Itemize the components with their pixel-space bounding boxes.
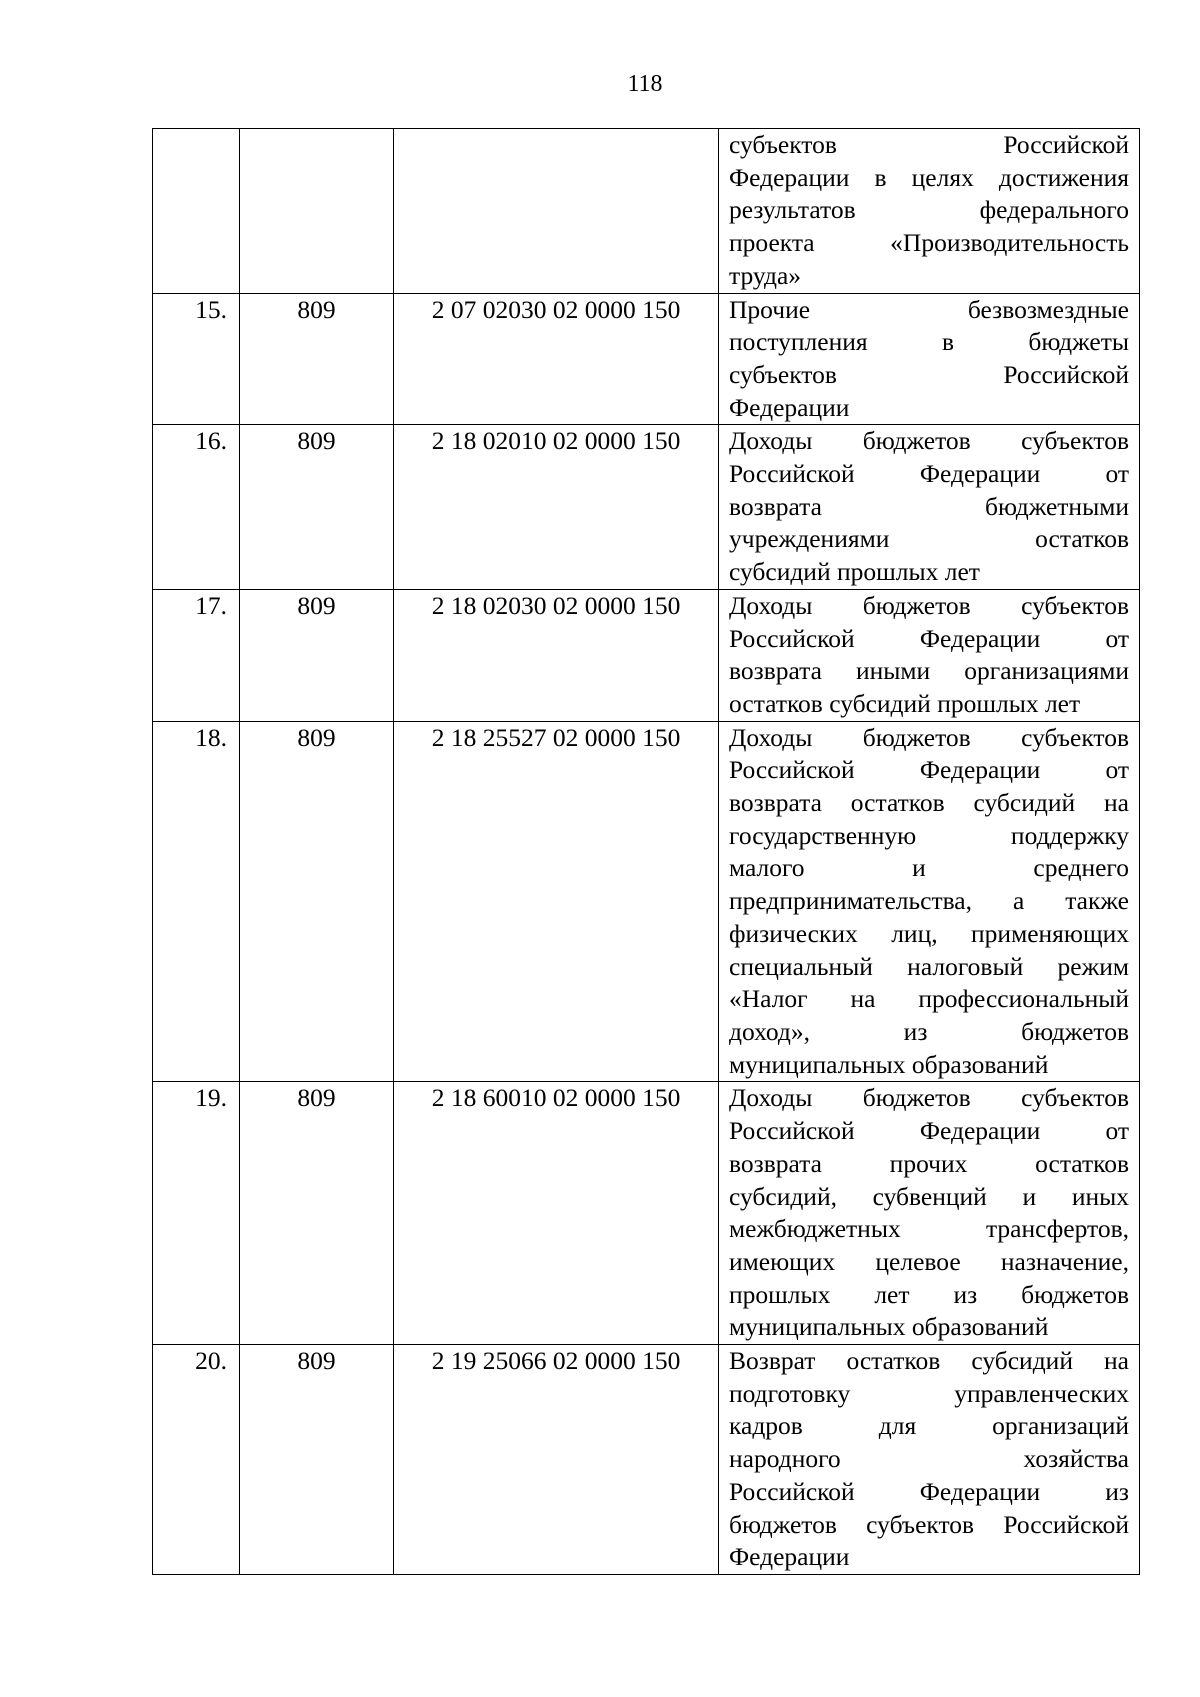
description-line: имеющих целевое назначение, <box>729 1246 1129 1276</box>
revenue-codes-table <box>152 128 1140 1575</box>
description-line: физических лиц, применяющих <box>729 918 1129 948</box>
revenue-description <box>719 1345 1140 1575</box>
description-line: результатов федерального <box>729 195 1129 225</box>
administrator-code: 809 <box>240 1345 394 1575</box>
description-line: Российской Федерации от <box>729 623 1129 653</box>
budget-classification-code: 2 18 60010 02 0000 150 <box>394 1082 719 1345</box>
table-row <box>153 293 1140 425</box>
budget-classification-code: 2 07 02030 02 0000 150 <box>394 293 719 425</box>
description-line: Российской Федерации от <box>729 1116 1129 1146</box>
description-line: возврата остатков субсидий на <box>729 788 1129 818</box>
description-line: Федерации в целях достижения <box>729 162 1129 192</box>
row-number: 19. <box>153 1082 240 1345</box>
description-line: Федерации <box>729 392 850 422</box>
budget-classification-code: 2 18 02010 02 0000 150 <box>394 425 719 590</box>
description-line: Доходы бюджетов субъектов <box>729 1083 1129 1113</box>
description-line: проекта «Производительность <box>729 228 1129 258</box>
revenue-description <box>719 589 1140 721</box>
description-line: предпринимательства, а также <box>729 886 1129 916</box>
table-body <box>153 129 1140 1575</box>
administrator-code: 809 <box>240 293 394 425</box>
description-line: государственную поддержку <box>729 820 1129 850</box>
table-row <box>153 129 1140 294</box>
description-line: муниципальных образований <box>729 1049 1049 1079</box>
budget-classification-code: 2 19 25066 02 0000 150 <box>394 1345 719 1575</box>
description-line: возврата прочих остатков <box>729 1148 1129 1178</box>
description-line: народного хозяйства <box>729 1444 1129 1474</box>
description-line: малого и среднего <box>729 853 1129 883</box>
description-line: Доходы бюджетов субъектов <box>729 722 1129 752</box>
description-line: кадров для организаций <box>729 1411 1129 1441</box>
row-number <box>153 129 240 294</box>
page-number: 118 <box>627 71 663 97</box>
description-line: Федерации <box>729 1542 850 1572</box>
description-line: субсидий прошлых лет <box>729 557 980 587</box>
row-number: 16. <box>153 425 240 590</box>
description-line: муниципальных образований <box>729 1312 1049 1342</box>
table-row <box>153 1082 1140 1345</box>
row-number: 20. <box>153 1345 240 1575</box>
administrator-code: 809 <box>240 425 394 590</box>
description-line: возврата бюджетными <box>729 491 1129 521</box>
budget-classification-code <box>394 129 719 294</box>
description-line: субъектов Российской <box>729 130 1129 159</box>
description-line: бюджетов субъектов Российской <box>729 1509 1129 1539</box>
description-line: Доходы бюджетов субъектов <box>729 426 1129 456</box>
budget-classification-code: 2 18 02030 02 0000 150 <box>394 589 719 721</box>
description-line: доход», из бюджетов <box>729 1016 1129 1046</box>
description-line: остатков субсидий прошлых лет <box>729 688 1081 718</box>
description-line: Российской Федерации от <box>729 755 1129 785</box>
description-line: поступления в бюджеты <box>729 327 1129 357</box>
description-line: субъектов Российской <box>729 359 1129 389</box>
table-row <box>153 721 1140 1082</box>
revenue-description <box>719 293 1140 425</box>
description-line: субсидий, субвенций и иных <box>729 1181 1129 1211</box>
description-line: Российской Федерации из <box>729 1476 1129 1506</box>
table-row <box>153 425 1140 590</box>
description-line: прошлых лет из бюджетов <box>729 1279 1129 1309</box>
administrator-code: 809 <box>240 589 394 721</box>
revenue-description <box>719 1082 1140 1345</box>
description-line: учреждениями остатков <box>729 524 1129 554</box>
revenue-description <box>719 129 1140 294</box>
description-line: Доходы бюджетов субъектов <box>729 590 1129 620</box>
budget-classification-code: 2 18 25527 02 0000 150 <box>394 721 719 1082</box>
revenue-description <box>719 425 1140 590</box>
description-line: Российской Федерации от <box>729 459 1129 489</box>
row-number: 15. <box>153 293 240 425</box>
description-line: Прочие безвозмездные <box>729 294 1129 324</box>
administrator-code: 809 <box>240 721 394 1082</box>
table-row <box>153 1345 1140 1575</box>
administrator-code <box>240 129 394 294</box>
row-number: 18. <box>153 721 240 1082</box>
description-line: «Налог на профессиональный <box>729 984 1129 1014</box>
revenue-description <box>719 721 1140 1082</box>
description-line: подготовку управленческих <box>729 1378 1129 1408</box>
description-line: труда» <box>729 260 802 290</box>
description-line: межбюджетных трансфертов, <box>729 1214 1129 1244</box>
table-row <box>153 589 1140 721</box>
description-line: возврата иными организациями <box>729 656 1129 686</box>
row-number: 17. <box>153 589 240 721</box>
description-line: Возврат остатков субсидий на <box>729 1346 1129 1376</box>
description-line: специальный налоговый режим <box>729 951 1129 981</box>
administrator-code: 809 <box>240 1082 394 1345</box>
